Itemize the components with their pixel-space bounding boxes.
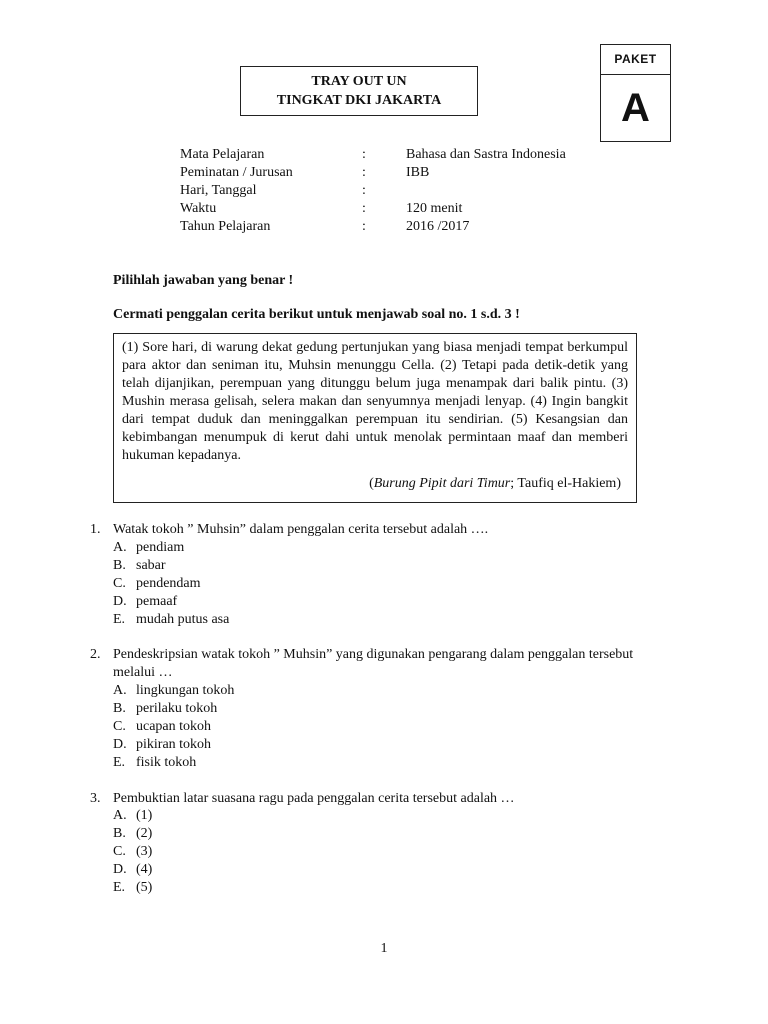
- option-text: fisik tokoh: [136, 755, 197, 770]
- info-colon: :: [362, 219, 366, 234]
- info-label: Hari, Tanggal: [180, 183, 257, 198]
- info-row: [180, 182, 566, 200]
- question-text: Pembuktian latar suasana ragu pada penggalan cerita tersebut adalah …: [113, 791, 515, 806]
- question-number: 1.: [90, 522, 101, 537]
- question-number: 3.: [90, 791, 101, 806]
- option-text: sabar: [136, 558, 166, 573]
- option-text: (2): [136, 826, 153, 841]
- option-key: A.: [113, 683, 127, 698]
- info-colon: :: [362, 201, 366, 216]
- info-label: Mata Pelajaran: [180, 147, 265, 162]
- answer-option[interactable]: [113, 736, 211, 754]
- option-key: B.: [113, 558, 126, 573]
- answer-option[interactable]: [113, 557, 166, 575]
- option-key: A.: [113, 808, 127, 823]
- info-value: IBB: [406, 165, 430, 180]
- paket-box: [600, 44, 671, 142]
- option-text: pendendam: [136, 576, 201, 591]
- info-colon: :: [362, 183, 366, 198]
- option-key: E.: [113, 880, 126, 895]
- option-text: pikiran tokoh: [136, 737, 212, 752]
- answer-option[interactable]: [113, 575, 201, 593]
- exam-title-line1: TRAY OUT UN: [311, 74, 407, 89]
- info-colon: :: [362, 147, 366, 162]
- exam-info: [180, 146, 566, 236]
- option-key: E.: [113, 612, 126, 627]
- question-number: 2.: [90, 647, 101, 662]
- option-key: E.: [113, 755, 126, 770]
- source-open: (: [369, 476, 374, 491]
- info-label: Peminatan / Jurusan: [180, 165, 293, 180]
- info-colon: :: [362, 165, 366, 180]
- option-key: B.: [113, 826, 126, 841]
- source-rest: ; Taufiq el-Hakiem): [510, 476, 621, 491]
- passage-source: [122, 475, 628, 493]
- option-key: D.: [113, 862, 127, 877]
- answer-option[interactable]: [113, 700, 217, 718]
- paket-letter: A: [621, 86, 650, 130]
- info-value: Bahasa dan Sastra Indonesia: [406, 147, 566, 162]
- answer-option[interactable]: [113, 682, 234, 700]
- option-text: (1): [136, 808, 153, 823]
- option-text: pendiam: [136, 540, 185, 555]
- option-key: C.: [113, 719, 126, 734]
- info-label: Tahun Pelajaran: [180, 219, 271, 234]
- answer-option[interactable]: [113, 861, 152, 879]
- option-text: (5): [136, 880, 153, 895]
- question-text: Watak tokoh ” Muhsin” dalam penggalan cerita tersebut adalah ….: [113, 522, 489, 537]
- passage-instruction: Cermati penggalan cerita berikut untuk menjawab soal no. 1 s.d. 3 !: [113, 307, 520, 322]
- option-key: D.: [113, 594, 127, 609]
- option-key: B.: [113, 701, 126, 716]
- option-text: mudah putus asa: [136, 612, 230, 627]
- info-row: [180, 146, 566, 164]
- option-text: lingkungan tokoh: [136, 683, 235, 698]
- option-text: ucapan tokoh: [136, 719, 212, 734]
- option-text: pemaaf: [136, 594, 178, 609]
- option-key: A.: [113, 540, 127, 555]
- question-text-line2: melalui …: [113, 665, 173, 680]
- option-key: D.: [113, 737, 127, 752]
- option-key: C.: [113, 844, 126, 859]
- answer-option[interactable]: [113, 825, 152, 843]
- answer-option[interactable]: [113, 611, 229, 629]
- main-instruction: Pilihlah jawaban yang benar !: [113, 273, 294, 288]
- answer-option[interactable]: [113, 593, 177, 611]
- info-label: Waktu: [180, 201, 217, 216]
- exam-title-line2: TINGKAT DKI JAKARTA: [276, 93, 442, 108]
- option-key: C.: [113, 576, 126, 591]
- option-text: perilaku tokoh: [136, 701, 218, 716]
- exam-title-box: [240, 66, 478, 116]
- info-row: [180, 164, 566, 182]
- info-value: 2016 /2017: [406, 219, 470, 234]
- passage-box: [113, 333, 637, 503]
- info-row: [180, 200, 566, 218]
- question-text-line1: Pendeskripsian watak tokoh ” Muhsin” yang digunakan pengarang dalam penggalan tersebut: [113, 647, 634, 662]
- answer-option[interactable]: [113, 718, 211, 736]
- answer-option[interactable]: [113, 843, 152, 861]
- option-text: (3): [136, 844, 153, 859]
- page-number: 1: [380, 941, 388, 956]
- info-value: 120 menit: [406, 201, 463, 216]
- option-text: (4): [136, 862, 153, 877]
- answer-option[interactable]: [113, 807, 152, 825]
- info-row: [180, 218, 566, 236]
- answer-option[interactable]: [113, 539, 184, 557]
- passage-text: (1) Sore hari, di warung dekat gedung pertunjukan yang biasa menjadi tempat berkumpul para aktor dan seniman itu, Muhsin menunggu Cella. (2) Tetapi pada detik-detik yang telah dijanjikan, perempuan yang ditunggu belum juga menampak dari balik pintu. (3) Mushin merasa gelisah, selera makan dan senyumnya menjadi lenyap. (4) Ingin bangkit dari tempat duduk dan meninggalkan perempuan itu sendirian. (5) Kesangsian dan kebimbangan menumpuk di kerut dahi untuk menolak permintaan maaf dan memberi hukuman kepadanya.: [122, 340, 628, 463]
- paket-label: PAKET: [601, 45, 670, 75]
- source-title: Burung Pipit dari Timur: [373, 476, 511, 491]
- answer-option[interactable]: [113, 754, 196, 772]
- answer-option[interactable]: [113, 879, 152, 897]
